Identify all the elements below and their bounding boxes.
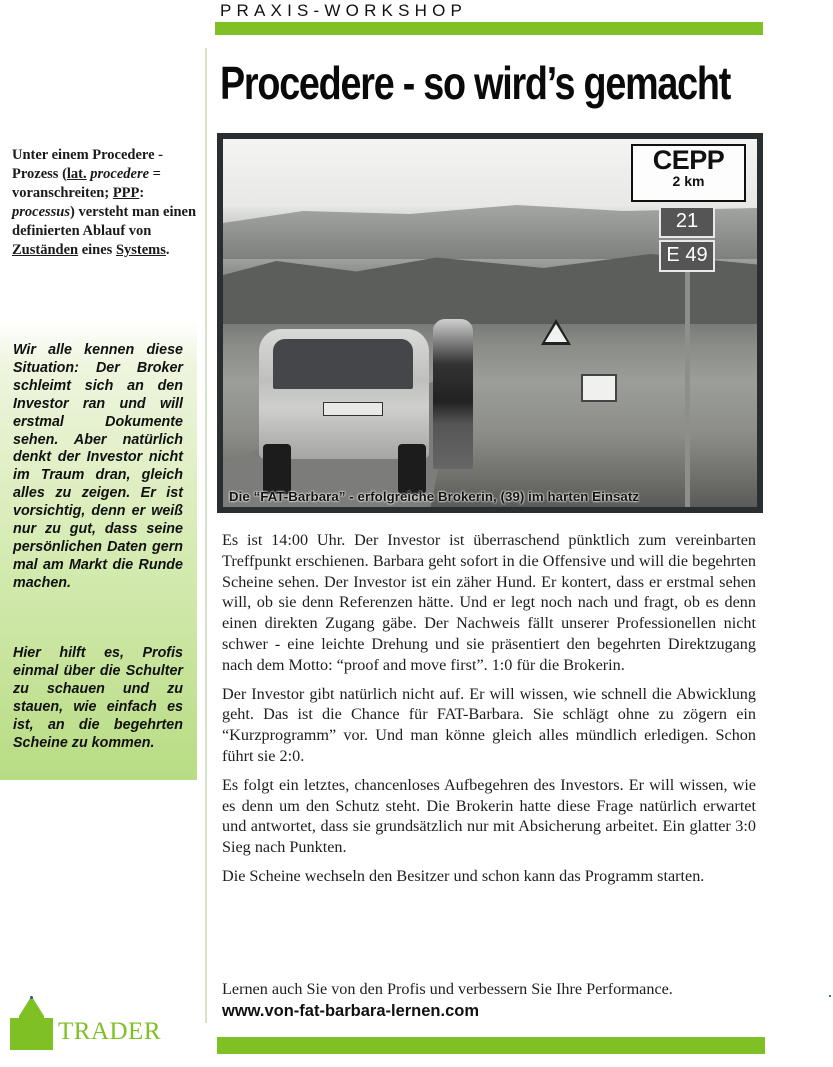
person-figure (433, 319, 473, 469)
definition-text: . (165, 242, 170, 258)
article-photo (217, 133, 763, 513)
teaser-paragraph: Wir alle kennen diese Situation: Der Broker schleimt sich an den Investor ran und will erstmal Dokumente sehen. Aber natürlich denkt der Investor nicht im Traum dran, gleich alles zu zeigen. Er ist vorsichtig, denn er weiß nur zu gut, dass seine persönlichen Daten gern mal am Markt die Runde machen. (13, 342, 183, 591)
town-sign-distance: 2 km (672, 173, 705, 189)
photo-caption: Die “FAT-Barbara” - erfolgreiche Brokerin, (39) im harten Einsatz (229, 489, 640, 504)
town-sign (631, 144, 746, 202)
car-wheel (398, 444, 426, 494)
town-sign-name: CEPP (652, 145, 725, 175)
sign-pole (685, 269, 690, 507)
photo-scene (223, 139, 757, 507)
bottom-accent-rule (217, 1037, 765, 1054)
warning-sign-icon (541, 319, 571, 345)
link-ppp[interactable]: PPP (112, 185, 140, 201)
european-route-sign: E 49 (659, 240, 715, 272)
teaser-paragraph: Hier hilft es, Profis einmal über die Schulter zu schauen und zu stauen, wie einfach es ist, an die begehrten Scheine zu kommen. (13, 645, 183, 751)
column-divider (205, 48, 207, 1023)
definition-text: ) versteht man einen definierten Ablauf von (12, 204, 197, 239)
article-outro: Lernen auch Sie von den Profis und verbessern Sie Ihre Performance. (222, 980, 673, 998)
house-icon (10, 996, 53, 1050)
definition-text: = voranschreiten; (12, 166, 161, 201)
logo-text: TRADER (58, 1018, 161, 1045)
term-processus: processus (12, 204, 71, 220)
stray-mark (829, 995, 831, 997)
article-paragraph: Die Scheine wechseln den Besitzer und schon kann das Programm starten. (222, 866, 705, 885)
definition-box (12, 146, 197, 260)
section-kicker: PRAXIS-WORKSHOP (220, 1, 468, 20)
article-paragraph: Es ist 14:00 Uhr. Der Investor ist überraschend pünktlich zum vereinbarten Treffpunkt erschienen. Barbara geht sofort in die Offensive und will die begehrten Scheine sehen. Der Investor ist ein zäher Hund. Er kontert, dass er erstmal sehen will, ob sie denn Referenzen hätte. Und er legt noch nach und fragt, ob es denn einen direkten Zugang gäbe. Der Nachweis fällt unserer Professionellen nicht schwer - eine leichte Drehung und sie präsentiert den begehrten Direktzugang nach dem Motto: “proof and move first”. 1:0 für die Brokerin. (222, 531, 756, 674)
article-paragraph: Der Investor gibt natürlich nicht auf. Er will wissen, wie schnell die Abwicklung geht. Das ist die Chance für FAT-Barbara. Sie schlägt ohne zu zögern ein “Kurzprogramm” vor. Und man könne gleich alles mündlich erledigen. Schon führt sie 2:0. (222, 684, 756, 765)
top-accent-rule (215, 22, 763, 35)
link-lat[interactable]: lat. (66, 166, 87, 182)
link-systems[interactable]: Systems (115, 242, 166, 258)
road-number-sign: 21 (659, 206, 715, 238)
article-paragraph: Es folgt ein letztes, chancenloses Aufbegehren des Investors. Er will wissen, wie es denn um den Schutz steht. Die Brokerin hatte diese Frage natürlich erwartet und antwortet, dass sie grundsätzlich nur mit Absicherung arbeitet. Ein glatter 3:0 Sieg nach Punkten. (222, 775, 756, 857)
car-wheel (263, 444, 291, 494)
article-body (222, 530, 756, 895)
term-procedere: procedere (90, 166, 150, 182)
definition-text: Unter einem Procedere - Prozess ( (12, 147, 163, 182)
link-zustaenden[interactable]: Zuständen (12, 242, 79, 258)
definition-text: : (139, 185, 145, 201)
page-title: Procedere - so wird’s gemacht (220, 57, 731, 109)
car-rear-window (273, 339, 413, 389)
website-link[interactable]: www.von-fat-barbara-lernen.com (222, 1002, 480, 1020)
roadside-sign (581, 374, 617, 402)
car-plate (323, 402, 383, 416)
definition-text: eines (78, 242, 116, 258)
